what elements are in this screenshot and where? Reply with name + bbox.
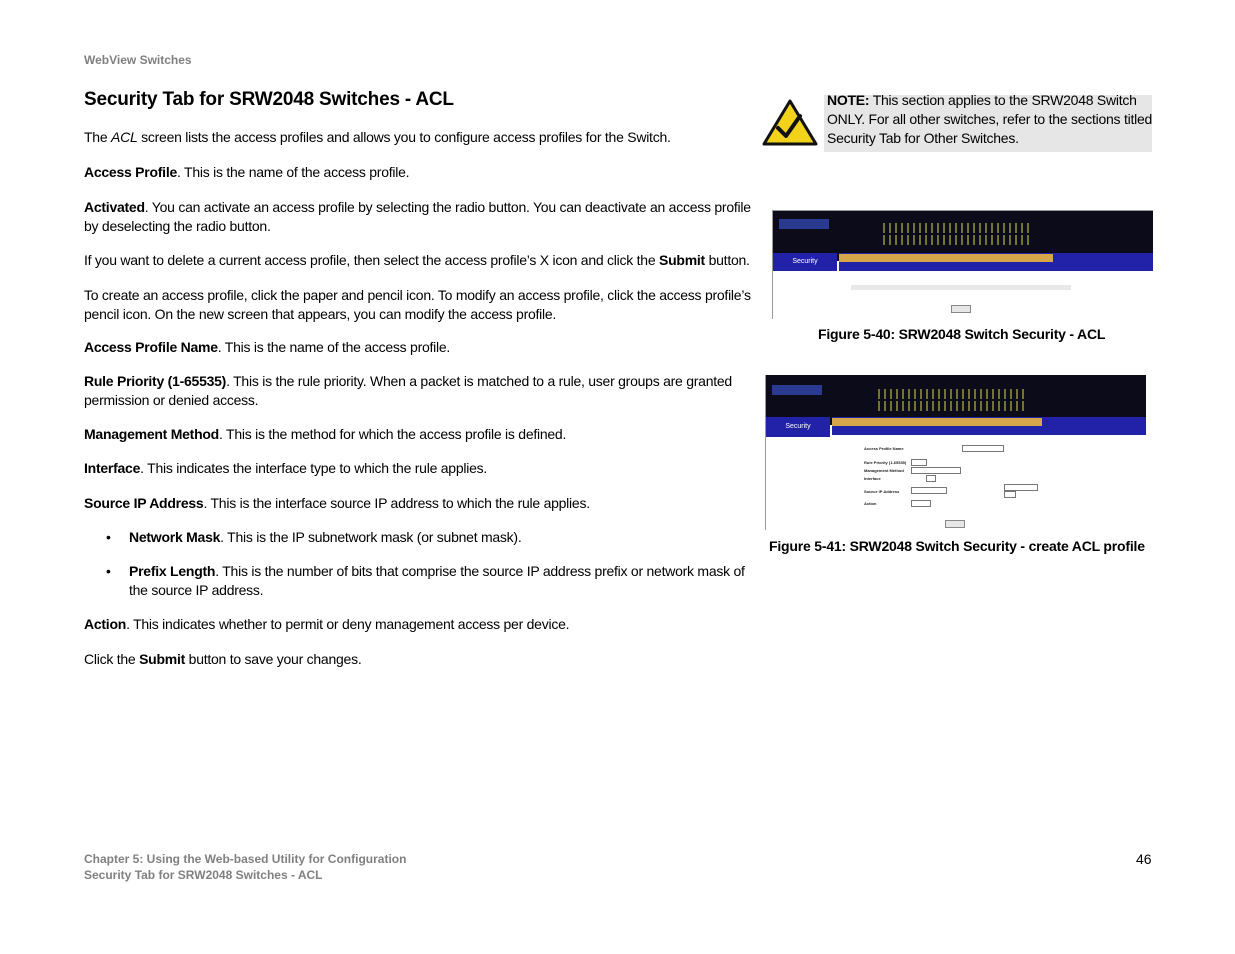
source-ip-input[interactable] [911, 487, 947, 494]
intro-paragraph: The ACL screen lists the access profiles and allows you to configure access profiles for the Switch. [84, 129, 671, 145]
mgmt-method-paragraph: Management Method. This is the method for which the access profile is defined. [84, 426, 567, 442]
acl-table-header [851, 285, 1071, 290]
bullet-mark: • [106, 529, 111, 545]
figure-5-40-caption: Figure 5-40: SRW2048 Switch Security - ACL [818, 326, 1106, 342]
note [827, 91, 1153, 148]
tab-row [832, 418, 1042, 426]
action-label: Action [864, 501, 877, 506]
tab-row [839, 254, 1053, 262]
linksys-logo [779, 219, 829, 229]
profile-name-paragraph: Access Profile Name. This is the name of the access profile. [84, 339, 451, 355]
rule-priority-paragraph: Rule Priority (1-65535). This is the rule priority. When a packet is matched to a rule, user groups are granted permission or denied access. [84, 373, 732, 408]
submit-paragraph: Click the Submit button to save your changes. [84, 651, 362, 667]
footer-section: Security Tab for SRW2048 Switches - ACL [84, 868, 323, 882]
prefix-length-input[interactable] [1004, 491, 1016, 498]
access-profile-name-label: Access Profile Name [864, 446, 904, 451]
management-method-select[interactable] [911, 467, 961, 474]
action-select[interactable] [911, 500, 931, 507]
port-leds [883, 235, 1033, 245]
source-ip-paragraph: Source IP Address. This is the interface source IP address to which the rule applies. [84, 495, 590, 511]
footer-chapter: Chapter 5: Using the Web-based Utility for Configuration [84, 852, 407, 866]
management-method-label: Management Method [864, 468, 904, 473]
security-label: Security [773, 253, 837, 271]
rule-priority-input[interactable] [911, 459, 927, 466]
interface-select[interactable] [926, 475, 936, 482]
port-leds [883, 223, 1033, 233]
submit-button[interactable] [951, 305, 971, 313]
linksys-logo [772, 385, 822, 395]
rule-priority-label: Rule Priority (1-65535) [864, 460, 907, 465]
interface-label: Interface [864, 476, 881, 481]
bullet-mark: • [106, 563, 111, 579]
warning-check-icon [762, 98, 818, 146]
source-ip-label: Source IP Address [864, 489, 900, 494]
submit-button[interactable] [945, 520, 965, 528]
security-label: Security [766, 417, 830, 437]
create-paragraph: To create an access profile, click the paper and pencil icon. To modify an access profile, click the access profile’s pencil icon. On the new screen that appears, you can modify the access profile. [84, 287, 751, 322]
footer [84, 851, 406, 883]
activated-paragraph: Activated. You can activate an access profile by selecting the radio button. You can deactivate an access profile by deselecting the radio button. [84, 199, 751, 234]
access-profile-name-input[interactable] [962, 445, 1004, 452]
page-number: 46 [1136, 851, 1152, 867]
note-text: This section applies to the SRW2048 Switch ONLY. For all other switches, refer to the sections titled Security Tab for Other Switches. [827, 92, 1153, 146]
interface-paragraph: Interface. This indicates the interface type to which the rule applies. [84, 460, 487, 476]
figure-5-40-screenshot [772, 210, 1153, 319]
running-header: WebView Switches [84, 53, 192, 67]
action-paragraph: Action. This indicates whether to permit or deny management access per device. [84, 616, 570, 632]
port-leds [878, 401, 1028, 411]
network-mask-input[interactable] [1004, 484, 1038, 491]
delete-paragraph: If you want to delete a current access profile, then select the access profile’s X icon and click the Submit button. [84, 252, 750, 268]
figure-5-41-screenshot [765, 375, 1146, 530]
page-title: Security Tab for SRW2048 Switches - ACL [84, 89, 454, 110]
note-label: NOTE: [827, 92, 870, 108]
access-profile-paragraph: Access Profile. This is the name of the access profile. [84, 164, 410, 180]
port-leds [878, 389, 1028, 399]
figure-5-41-caption: Figure 5-41: SRW2048 Switch Security - create ACL profile [769, 538, 1145, 554]
